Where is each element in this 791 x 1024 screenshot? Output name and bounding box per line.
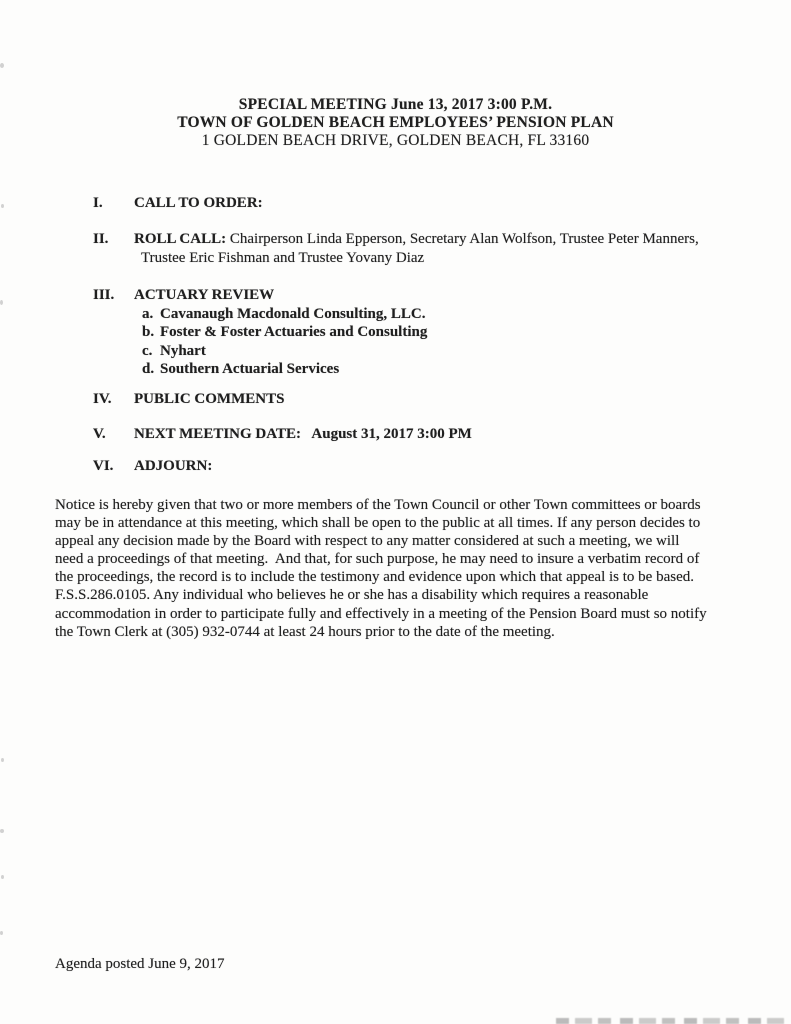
notice-line: accommodation in order to participate fully and effectively in a meeting of the Pension Board must so notify [55,605,707,622]
sub-item-letter: b. [142,324,155,340]
notice-line: the proceedings, the record is to include the testimony and evidence upon which that appeal is to be based. [55,569,694,586]
roll-call-names: Chairperson Linda Epperson, Secretary Alan Wolfson, Trustee Peter Manners, [229,231,699,247]
notice-line: F.S.S.286.0105. Any individual who believes he or she has a disability which requires a reasonable [55,587,649,604]
roll-call-line2: Trustee Eric Fishman and Trustee Yovany Diaz [141,249,425,266]
organization-address: 1 GOLDEN BEACH DRIVE, GOLDEN BEACH, FL 33160 [201,132,590,149]
document-header [0,96,791,150]
scan-artifact-cutoff-text [556,1018,790,1024]
agenda-item-numeral: V. [93,426,106,442]
agenda-item-title: CALL TO ORDER: [134,195,263,211]
agenda-item-title: PUBLIC COMMENTS [134,391,285,407]
public-notice-paragraph [55,496,755,641]
sub-item-text: Southern Actuarial Services [160,361,340,377]
sub-item-text: Foster & Foster Actuaries and Consulting [160,324,428,340]
agenda-item-numeral: IV. [93,391,112,407]
agenda-item-title: NEXT MEETING DATE: August 31, 2017 3:00 PM [134,426,472,442]
meeting-title: SPECIAL MEETING June 13, 2017 3:00 P.M. [238,96,553,113]
notice-line: need a proceedings of that meeting. And that, for such purpose, he may need to insure a verbatim record of [55,551,700,568]
agenda-item-next-meeting-date [93,425,753,444]
agenda-item-roll-call [93,230,753,267]
scan-speck [0,300,3,305]
agenda-sub-item [142,323,753,342]
agenda-item-adjourn [93,457,753,476]
scan-speck [1,875,4,879]
agenda-sub-item [142,305,753,324]
notice-line: the Town Clerk at (305) 932-0744 at least 24 hours prior to the date of the meeting. [55,623,555,640]
sub-item-text: Cavanaugh Macdonald Consulting, LLC. [160,305,426,322]
notice-line: may be in attendance at this meeting, which shall be open to the public at all times. If any person decides to [55,515,701,532]
scan-speck [0,829,4,833]
agenda-item-numeral: II. [93,231,109,247]
agenda-item-title: ACTUARY REVIEW [134,287,275,303]
agenda-sub-item [142,360,753,379]
agenda-item-numeral: VI. [93,458,114,474]
agenda-item-numeral: III. [93,287,115,303]
agenda-item-actuary-review [93,286,753,379]
agenda-item-call-to-order [93,194,753,213]
organization-name: TOWN OF GOLDEN BEACH EMPLOYEES’ PENSION PLAN [177,114,614,131]
sub-item-letter: c. [142,342,153,359]
scan-speck [0,931,3,935]
agenda-posted-note: Agenda posted June 9, 2017 [55,956,225,972]
notice-line: Notice is hereby given that two or more members of the Town Council or other Town committees or boards [55,497,701,513]
roll-call-line1 [134,230,753,249]
scan-speck [1,204,4,208]
agenda-item-public-comments [93,390,753,409]
scan-speck [1,758,4,762]
sub-item-letter: a. [142,305,154,322]
sub-item-letter: d. [142,361,155,377]
agenda-sub-item [142,342,753,361]
notice-line: appeal any decision made by the Board with respect to any matter considered at such a meeting, we will [55,533,680,550]
agenda-item-numeral: I. [93,195,103,211]
agenda-item-title: ROLL CALL: [134,231,227,247]
sub-item-text: Nyhart [160,342,206,359]
agenda-item-title: ADJOURN: [134,458,213,474]
scan-speck [0,63,4,68]
